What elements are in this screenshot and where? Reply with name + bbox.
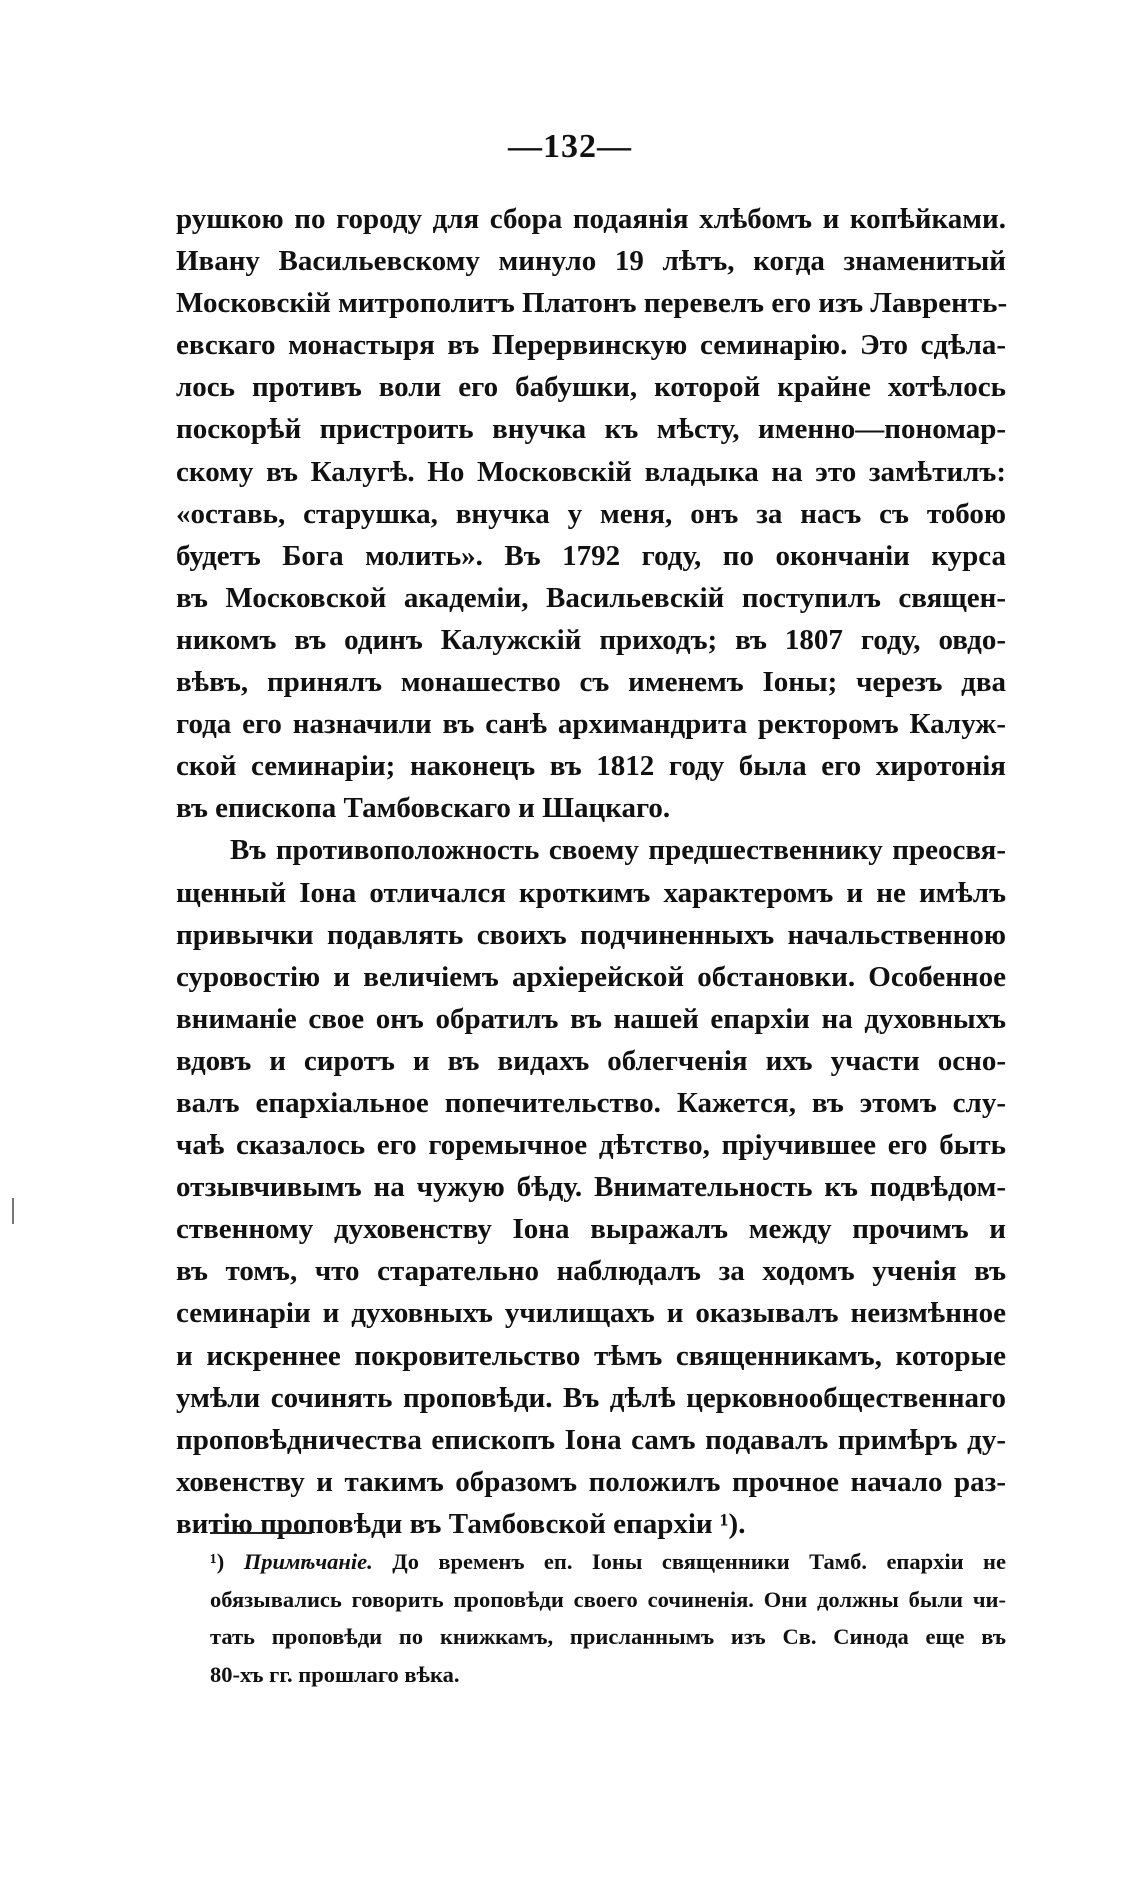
footnote <box>210 1543 1006 1693</box>
text-line-32: витію проповѣди въ Тамбовской епархіи ¹). <box>176 1507 746 1540</box>
text-line-24: отзывчивымъ на чужую бѣду. Внимательность къ подвѣдом- <box>176 1171 1006 1204</box>
text-line-23: чаѣ сказалось его горемычное дѣтство, пріучившее его быть <box>176 1129 1006 1162</box>
text-line-18: привычки подавлять своихъ подчиненныхъ начальственною <box>176 918 1006 951</box>
footnote-line-4: 80-хъ гг. прошлаго вѣка. <box>210 1661 460 1687</box>
text-line-1: рушкою по городу для сбора подаянія хлѣбомъ и копѣйками. <box>176 203 1006 235</box>
text-line-30: проповѣдничества епископъ Іона самъ подавалъ примѣръ ду- <box>176 1423 1006 1456</box>
text-line-14: ской семинаріи; наконецъ въ 1812 году была его хиротонія <box>176 750 1006 783</box>
page-number: —132— <box>508 128 632 165</box>
text-line-21: вдовъ и сиротъ и въ видахъ облегченія ихъ участи осно- <box>176 1044 1006 1077</box>
text-line-19: суровостію и величіемъ архіерейской обстановки. Особенное <box>176 960 1006 993</box>
text-line-27: семинаріи и духовныхъ училищахъ и оказывалъ неизмѣнное <box>176 1297 1006 1330</box>
footnote-label: Примѣчаніе. <box>243 1549 373 1574</box>
text-line-12: вѣвъ, принялъ монашество съ именемъ Іоны; черезъ два <box>176 666 1006 699</box>
footnote-divider <box>210 1532 312 1534</box>
text-line-16: Въ противоположность своему предшественнику преосвя- <box>230 834 1006 867</box>
footnote-line-3: тать проповѣди по книжкамъ, присланнымъ изъ Св. Синода еще въ <box>210 1624 1006 1649</box>
footnote-marker: ¹) <box>210 1549 225 1574</box>
text-line-5: лось противъ воли его бабушки, которой крайне хотѣлось <box>176 371 1006 404</box>
footnote-line-2: обязывались говорить проповѣди своего сочиненія. Они должны были чи- <box>210 1586 1006 1612</box>
text-line-20: вниманіе свое онъ обратилъ въ нашей епархіи на духовныхъ <box>176 1002 1006 1035</box>
text-line-3-wrap <box>176 282 1006 324</box>
text-line-28: и искреннее покровительство тѣмъ священникамъ, которые <box>176 1339 1006 1372</box>
text-line-10: въ Московской академіи, Васильевскій поступилъ священ- <box>176 581 1006 614</box>
text-line-25: ственному духовенству Іона выражалъ между прочимъ и <box>176 1213 1006 1246</box>
text-line-17: щенный Іона отличался кроткимъ характеромъ и не имѣлъ <box>176 876 1006 909</box>
text-line-15: въ епископа Тамбовскаго и Шацкаго. <box>176 792 671 825</box>
text-line-26: въ томъ, что старательно наблюдалъ за ходомъ ученія въ <box>176 1255 1006 1288</box>
text-line-2: Ивану Васильевскому минуло 19 лѣтъ, когда знаменитый <box>176 245 1006 278</box>
text-line-7: скому въ Калугѣ. Но Московскій владыка на это замѣтилъ: <box>176 455 1006 488</box>
main-text <box>176 198 1006 1545</box>
footnote-line-1 <box>210 1543 1006 1581</box>
text-line-22: валъ епархіальное попечительство. Кажется, въ этомъ слу- <box>176 1086 1006 1119</box>
text-line-9: будетъ Бога молить». Въ 1792 году, по окончаніи курса <box>176 539 1006 572</box>
text-line-3: Московскій митрополитъ Платонъ перевелъ его изъ Лавренть- <box>176 287 1008 320</box>
text-line-11: никомъ въ одинъ Калужскій приходъ; въ 1807 году, овдо- <box>176 623 1006 656</box>
text-line-29: умѣли сочинять проповѣди. Въ дѣлѣ церковнообщественнаго <box>176 1381 1006 1414</box>
text-line-8: «оставь, старушка, внучка у меня, онъ за насъ съ тобою <box>176 497 1006 530</box>
margin-mark <box>12 1198 14 1224</box>
footnote-text-1: До временъ еп. Іоны священники Тамб. епархіи не <box>392 1549 1007 1574</box>
text-line-13: года его назначили въ санѣ архимандрита ректоромъ Калуж- <box>176 708 1006 741</box>
text-line-31: ховенству и такимъ образомъ положилъ прочное начало раз- <box>176 1465 1006 1498</box>
text-line-4: евскаго монастыря въ Перервинскую семинарію. Это сдѣла- <box>176 329 1006 362</box>
text-line-6: поскорѣй пристроить внучка къ мѣсту, именно—пономар- <box>176 413 1006 446</box>
